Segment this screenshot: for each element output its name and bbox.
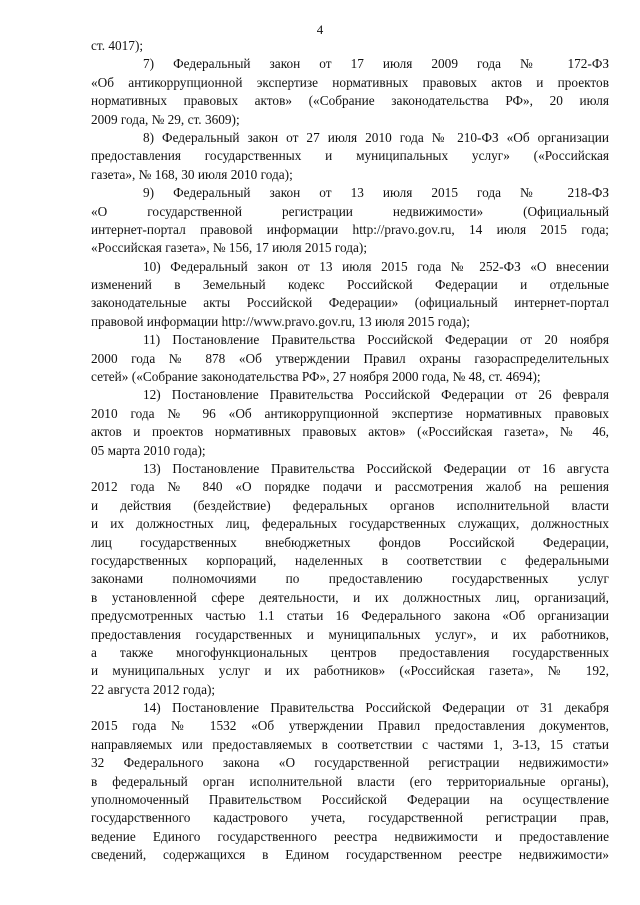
text-line: 7) Федеральный закон от 17 июля 2009 года № 172-ФЗ [143, 56, 609, 72]
text-line: 14) Постановление Правительства Российской Федерации от 31 декабря [143, 700, 609, 716]
text-line: и действия (бездействие) федеральных органов исполнительной власти [91, 497, 609, 513]
text-line: 05 марта 2010 года); [91, 442, 206, 458]
text-line: и их должностных лиц, федеральных государственных служащих, должностных [91, 516, 609, 532]
text-line: предоставления государственных и муниципальных услуг», и их работников, [91, 626, 609, 642]
text-line: 2012 года № 840 «О порядке подачи и рассмотрения жалоб на решения [91, 479, 609, 495]
text-line: 11) Постановление Правительства Российской Федерации от 20 ноября [143, 332, 609, 348]
text-line: в установленной сфере деятельности, и их должностных лиц, организаций, [91, 589, 609, 605]
text-line: 9) Федеральный закон от 13 июля 2015 года № 218-ФЗ [143, 185, 609, 201]
text-line: «Российская газета», № 156, 17 июля 2015 года); [91, 240, 368, 256]
text-line: «О государственной регистрации недвижимости» (Официальный [91, 203, 609, 219]
text-line: направляемых или предоставляемых в соответствии с частями 1, 3-13, 15 статьи [91, 736, 609, 752]
text-line: ведение Единого государственного реестра недвижимости и предоставление [91, 828, 609, 844]
text-line: 10) Федеральный закон от 13 июля 2015 года № 252-ФЗ «О внесении [143, 258, 609, 274]
text-line: 2000 года № 878 «Об утверждении Правил охраны газораспределительных [91, 350, 609, 366]
text-line: государственного кадастрового учета, государственной регистрации прав, [91, 810, 609, 826]
text-line: «Об антикоррупционной экспертизе нормативных правовых актов и проектов [91, 74, 609, 90]
text-line: а также многофункциональных центров предоставления государственных [91, 644, 609, 660]
text-line: 22 августа 2012 года); [91, 681, 216, 697]
text-line: нормативных правовых актов» («Собрание законодательства РФ», 20 июля [91, 93, 609, 109]
page-number: 4 [316, 22, 324, 37]
text-line: актов и проектов нормативных правовых актов» («Российская газета», № 46, [91, 424, 609, 440]
text-line: 32 Федерального закона «О государственной регистрации недвижимости» [91, 755, 609, 771]
text-line: предоставления государственных и муниципальных услуг» («Российская [91, 148, 609, 164]
text-line: законодательные акты Российской Федерации» (официальный интернет-портал [91, 295, 609, 311]
text-line: предусмотренных частью 1.1 статьи 16 Федерального закона «Об организации [91, 608, 609, 624]
text-line: сетей» («Собрание законодательства РФ», 27 ноября 2000 года, № 48, ст. 4694); [91, 369, 541, 385]
text-line: 2015 года № 1532 «Об утверждении Правил предоставления документов, [91, 718, 609, 734]
text-line: законами полномочиями по предоставлению государственных услуг [91, 571, 609, 587]
text-line: изменений в Земельный кодекс Российской Федерации и отдельные [91, 277, 609, 293]
text-line: газета», № 168, 30 июля 2010 года); [91, 166, 293, 182]
text-line: уполномоченный Правительством Российской Федерации на осуществление [91, 792, 609, 808]
document-body [91, 37, 609, 865]
text-line: ст. 4017); [91, 38, 144, 53]
text-line: лиц государственных внебюджетных фондов Российской Федерации, [91, 534, 609, 550]
text-line: сведений, содержащихся в Едином государственном реестре недвижимости» [91, 847, 609, 863]
text-line: государственных корпораций, наделенных в соответствии с федеральными [91, 552, 609, 568]
text-line: в федеральный орган исполнительной власти (его территориальные органы), [91, 773, 609, 789]
text-line: 2009 года, № 29, ст. 3609); [91, 111, 240, 127]
text-line: и муниципальных услуг и их работников» («Российская газета», № 192, [91, 663, 609, 679]
text-line: 12) Постановление Правительства Российской Федерации от 26 февраля [143, 387, 609, 403]
text-line: интернет-портал правовой информации http://pravo.gov.ru, 14 июля 2015 года; [91, 221, 609, 237]
text-line: 8) Федеральный закон от 27 июля 2010 года № 210-ФЗ «Об организации [143, 129, 609, 145]
text-line: 13) Постановление Правительства Российской Федерации от 16 августа [143, 460, 609, 476]
text-line: правовой информации http://www.pravo.gov.ru, 13 июля 2015 года); [91, 313, 470, 329]
text-line: 2010 года № 96 «Об антикоррупционной экспертизе нормативных правовых [91, 405, 609, 421]
